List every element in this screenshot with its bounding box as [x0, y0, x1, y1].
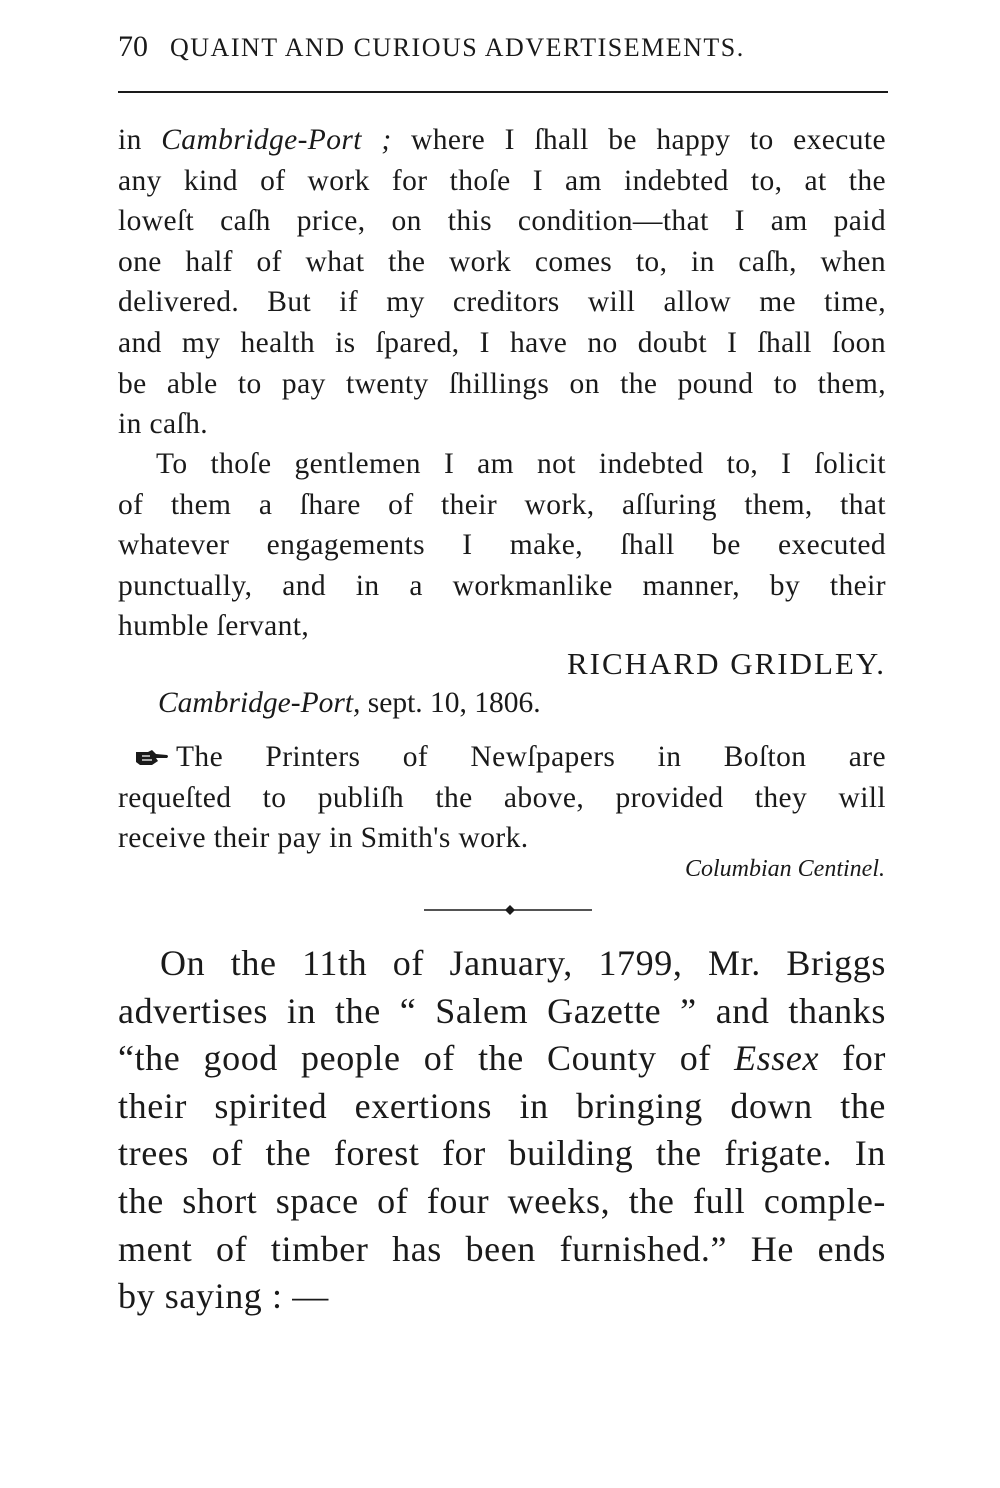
pointing-hand-icon	[134, 748, 170, 768]
source-credit: Columbian Centinel.	[685, 856, 885, 882]
text-line: requeſted to publiſh the above, provided they will	[118, 781, 886, 814]
text-line: whatever engagements I make, ſhall be executed	[118, 529, 886, 562]
text-line: their spirited exertions in bringing down the	[118, 1085, 886, 1126]
text-line: in caſh.	[118, 408, 209, 441]
text-line: and my health is ſpared, I have no doubt I ſhall ſoon	[118, 326, 886, 359]
text-line: To thoſe gentlemen I am not indebted to, I ſolicit	[156, 448, 886, 480]
text-line: trees of the forest for building the frigate. In	[118, 1133, 886, 1174]
running-title: QUAINT AND CURIOUS ADVERTISEMENTS.	[170, 33, 745, 62]
advert-paragraph-2	[118, 444, 886, 647]
text-line: The Printers of Newſpapers in Boſton are	[118, 737, 886, 778]
text-line: “the good people of the County of Essex for	[118, 1038, 886, 1079]
dateline-place: Cambridge-Port,	[158, 687, 361, 719]
signature: RICHARD GRIDLEY.	[566, 646, 886, 681]
text-line: punctually, and in a workmanlike manner, by their	[118, 569, 886, 602]
header-rule	[118, 91, 888, 93]
printers-note	[118, 737, 886, 859]
running-header	[118, 30, 888, 70]
text-line: loweſt caſh price, on this condition—that I am paid	[118, 205, 886, 238]
dateline	[158, 687, 541, 720]
text-line: one half of what the work comes to, in caſh, when	[118, 245, 886, 278]
text-line: delivered. But if my creditors will allow me time,	[118, 286, 886, 319]
text-line: humble ſervant,	[118, 610, 310, 643]
text-line: advertises in the “ Salem Gazette ” and thanks	[118, 990, 886, 1031]
advert-paragraph-1	[118, 120, 886, 445]
text-line: of them a ſhare of their work, aſſuring them, that	[118, 488, 886, 521]
main-paragraph	[118, 940, 886, 1321]
page-number: 70	[118, 30, 148, 63]
text-line: any kind of work for thoſe I am indebted to, at the	[118, 164, 886, 197]
text-line: the short space of four weeks, the full comple-	[118, 1180, 886, 1221]
text-line: by saying : —	[118, 1276, 329, 1317]
text-line: On the 11th of January, 1799, Mr. Briggs	[160, 943, 886, 983]
text-line: in Cambridge-Port ; where I ſhall be happy to execute	[118, 124, 886, 156]
text-line: ment of timber has been furnished.” He ends	[118, 1228, 886, 1269]
section-divider-ornament	[424, 900, 592, 920]
dateline-date: sept. 10, 1806.	[360, 687, 541, 719]
text-line: be able to pay twenty ſhillings on the pound to them,	[118, 367, 886, 400]
text-line: receive their pay in Smith's work.	[118, 822, 529, 855]
